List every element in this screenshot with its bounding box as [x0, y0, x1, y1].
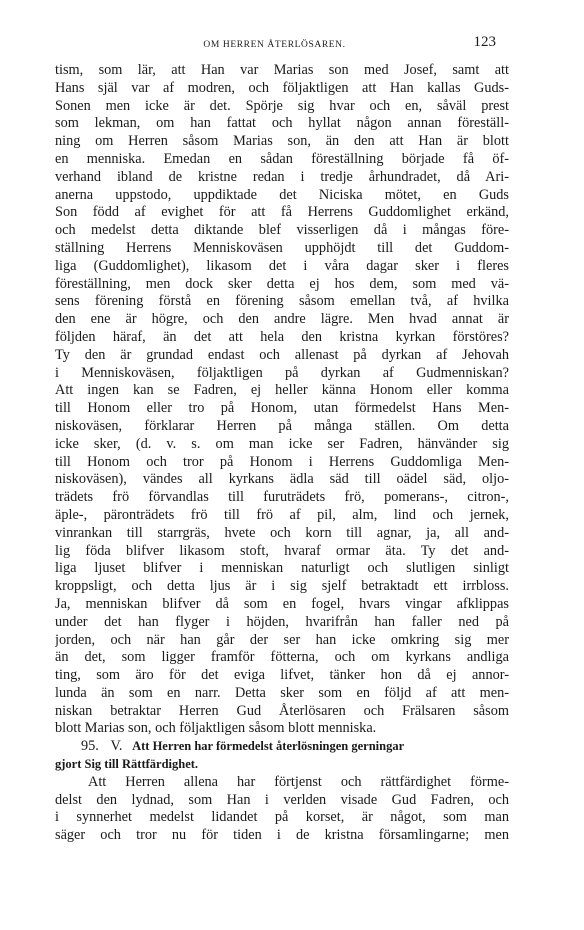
text-line: lig föda blifver likasom stoft, hvaraf ormar äta. Ty det and-	[55, 542, 509, 559]
text-line: Sonen men icke är det. Spörje sig hvar och en, såväl prest	[55, 97, 509, 114]
section-heading-b: gjort Sig till Rättfärdighet.	[55, 757, 199, 772]
running-head: OM HERREN ÅTERLÖSAREN.	[203, 40, 346, 50]
paragraph-2	[55, 774, 509, 845]
text-line: den ene är högre, och den andre lägre. Men hvad annat är	[55, 311, 509, 328]
text-line: i synnerhet medelst lidandet på korset, är något, som man	[55, 809, 509, 826]
text-line: lunda än som en narr. Detta sker som en följd af att men-	[55, 684, 509, 701]
section-number: 95.	[81, 738, 99, 755]
text-line: liga (Guddomlighet), likasom det i våra dagar sker i fleres	[55, 257, 509, 274]
text-line: följden häraf, än det att hela den kristna kyrkan förstöres?	[55, 328, 509, 345]
text-line: som lekman, om han fattat och hyllat någon annan föreställ-	[55, 115, 509, 132]
text-line: blott Marias son, och följaktligen såsom blott menniska.	[55, 720, 377, 737]
text-line: Ja, menniskan blifver då som en fogel, hvars vingar afklippas	[55, 595, 509, 612]
text-line: säger och tror nu för tiden i de kristna församlingarne; men	[55, 827, 509, 844]
section-heading-line-2	[55, 756, 509, 774]
text-line: niskoväsen), vändes all kyrkans ädla säd till oädel säd, oljo-	[55, 471, 509, 488]
text-line: verhand ibland de kristne redan i tredje århundradet, då Ari-	[55, 168, 509, 185]
text-line: niskan betraktar Herren Gud Återlösaren och Frälsaren såsom	[55, 702, 509, 719]
text-line: Ty den är grundad endast och allenast på dyrkan af Jehovah	[55, 346, 509, 363]
text-line: Att ingen kan se Fadren, ej heller känna Honom eller komma	[55, 382, 509, 399]
text-line: Hans själ var af modren, och följaktligen att Han kallas Guds-	[55, 79, 509, 96]
text-line: till Honom och tror på Honom i Herrens Guddomliga Men-	[55, 453, 509, 470]
text-line: föreställning, men dock sker detta ej hos dem, som med vä-	[55, 275, 509, 292]
text-line: en menniska. Emedan en sådan föreställning började få öf-	[55, 150, 509, 167]
text-line: ning om Herren såsom Marias son, än den att Han är blott	[55, 133, 509, 150]
paragraph-1	[55, 62, 509, 738]
section-heading-a: Att Herren har förmedelst återlösningen gerningar	[132, 739, 405, 754]
text-line: under det han flyger i höjden, hvarifrån han faller ned på	[55, 613, 509, 630]
text-line: liga ljuset blifver i menniskan naturligt och slutligen sinligt	[55, 560, 509, 577]
text-line: icke sker, (d. v. s. om man icke ser Fadren, hänvänder sig	[55, 435, 509, 452]
text-line: jorden, och när han går der ser han icke omkring sig mer	[55, 631, 509, 648]
page-header	[55, 34, 494, 54]
text-line: kroppsligt, och detta ljus är i sig sjelf betraktadt ett irrbloss.	[55, 578, 509, 595]
text-line: till Honom eller tro på Honom, utan förmedelst Hans Men-	[55, 400, 509, 417]
text-line: niskoväsen, förklarar Herren på många ställen. Om detta	[55, 417, 509, 434]
text-line: delst den lydnad, som Han i verlden visade Gud Fadren, och	[55, 791, 509, 808]
text-line: äple-, päronträdets frö till frö af pil, alm, lind och jernek,	[55, 506, 509, 523]
text-line: trädets frö förvandlas till furuträdets frö, pomerans-, citron-,	[55, 489, 509, 506]
text-line: anerna uppstodo, uppdiktade det Niciska mötet, en Guds	[55, 186, 509, 203]
text-line: sens förening förstå en förening såsom emellan två, af hvilka	[55, 293, 509, 310]
body-text	[55, 62, 509, 845]
text-line: vinrankan till starrgräs, hvete och korn till agnar, ja, all and-	[55, 524, 509, 541]
section-heading-line-1	[55, 738, 509, 756]
text-line: än det, som ligger framför fötterna, och om kyrkans andliga	[55, 649, 509, 666]
text-line: och medelst detta diktande blef visserligen då i mångas före-	[55, 222, 509, 239]
text-line: Att Herren allena har förtjenst och rättfärdighet förme-	[88, 773, 509, 790]
page-number: 123	[473, 34, 496, 50]
text-line: ställning Herrens Menniskoväsen upphöjdt till det Guddom-	[55, 239, 509, 256]
text-line: Son född af evighet för att få Herrens Guddomlighet erkänd,	[55, 204, 509, 221]
text-line: ting, som äro för det eviga lifvet, tänker hon då ej annor-	[55, 667, 509, 684]
section-roman: V.	[110, 738, 123, 755]
text-line: i Menniskoväsen, följaktligen på dyrkan af Gudmenniskan?	[55, 364, 509, 381]
text-line: tism, som lär, att Han var Marias son med Josef, samt att	[55, 62, 509, 78]
